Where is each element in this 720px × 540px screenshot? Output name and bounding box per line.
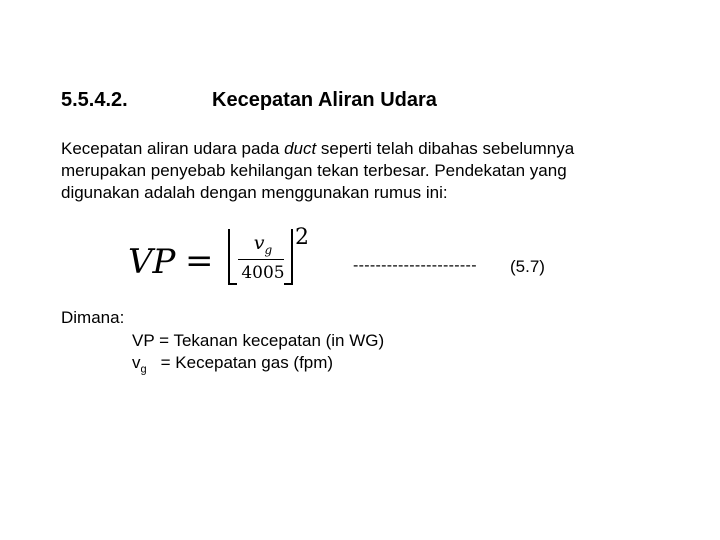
definition-symbol-subscript: g: [140, 363, 147, 376]
fraction-denominator: 4005: [241, 263, 285, 283]
definition-symbol: VP: [132, 331, 155, 350]
paragraph-line-1-end: seperti telah dibahas sebelumnya: [316, 139, 575, 158]
numerator-variable: v: [253, 232, 265, 254]
fraction-bar: [238, 259, 284, 260]
definition-item: [132, 331, 384, 351]
equation-exponent: 2: [295, 225, 309, 250]
section-number: 5.5.4.2.: [61, 89, 128, 111]
equation-lhs: VP: [128, 242, 176, 282]
paragraph-line-3: digunakan adalah dengan menggunakan rumus ini:: [61, 183, 448, 202]
section-title: Kecepatan Aliran Udara: [212, 89, 437, 111]
body-paragraph: [61, 138, 621, 204]
definition-symbol-base: v: [132, 353, 141, 372]
definition-text: = Kecepatan gas (fpm): [160, 353, 334, 372]
paragraph-line-1: [61, 138, 621, 160]
paragraph-line-2: merupakan penyebab kehilangan tekan terbesar. Pendekatan yang: [61, 161, 567, 180]
paragraph-line-1-start: Kecepatan aliran udara pada: [61, 139, 285, 158]
definition-item: [132, 353, 333, 375]
definition-symbol: [132, 353, 147, 376]
definitions-intro: Dimana:: [61, 308, 125, 327]
numerator-subscript: g: [264, 242, 273, 257]
floor-bracket-right: [284, 229, 293, 285]
equation-number: (5.7): [510, 257, 545, 276]
paragraph-emphasis-duct: duct: [284, 139, 317, 158]
equation-leader-dashes: ----------------------: [353, 257, 477, 274]
equation-equals-sign: =: [185, 241, 214, 281]
fraction-numerator: [235, 232, 291, 257]
definition-text: = Tekanan kecepatan (in WG): [159, 331, 385, 350]
